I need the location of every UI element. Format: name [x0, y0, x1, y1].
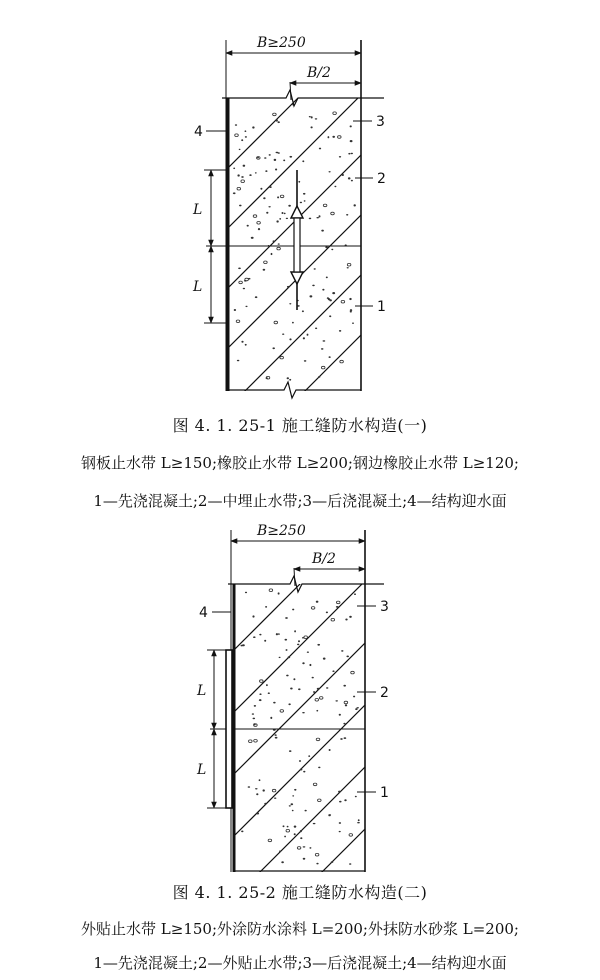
aggregate-dot — [339, 330, 341, 332]
aggregate-dot — [279, 218, 281, 220]
aggregate-dot — [329, 749, 331, 751]
aggregate-dot — [260, 188, 262, 190]
fig2-label-1: 1 — [380, 785, 389, 801]
aggregate-dot — [329, 315, 331, 317]
aggregate-dot — [257, 813, 260, 815]
aggregate-dot — [255, 788, 258, 789]
aggregate-dot — [323, 658, 326, 660]
aggregate-dot — [300, 837, 302, 839]
fig1-label-2: 2 — [377, 171, 386, 187]
aggregate-dot — [287, 377, 289, 379]
aggregate-dot — [339, 714, 341, 716]
aggregate-dot — [307, 652, 309, 653]
aggregate-dot — [241, 139, 243, 141]
aggregate-dot — [299, 760, 301, 762]
aggregate-dot — [276, 220, 278, 222]
aggregate-dot — [275, 737, 278, 739]
aggregate-dot — [328, 298, 330, 300]
aggregate-dot — [241, 341, 243, 343]
aggregate-dot — [259, 634, 261, 636]
aggregate-dot — [291, 803, 294, 805]
aggregate-dot — [302, 662, 304, 664]
aggregate-dot — [245, 130, 247, 132]
aggregate-dot — [343, 723, 345, 725]
aggregate-dot — [252, 713, 254, 714]
fig2-concrete-section — [210, 519, 384, 980]
fig2-caption: 图 4. 1. 25-2 施工缝防水构造(二) — [172, 883, 428, 902]
aggregate-dot — [290, 688, 293, 690]
aggregate-dot — [282, 212, 284, 214]
aggregate-dot — [266, 377, 268, 379]
aggregate-dot — [255, 296, 258, 298]
aggregate-dot — [241, 176, 244, 178]
aggregate-dot — [357, 822, 360, 823]
fig2-dim-L-upper-text: L — [197, 683, 207, 699]
aggregate-dot — [302, 712, 305, 713]
aggregate-dot — [281, 861, 284, 863]
aggregate-dot — [245, 306, 247, 307]
aggregate-dot — [249, 174, 251, 176]
fig2-label-4: 4 — [199, 605, 208, 621]
fig2-label-2: 2 — [380, 685, 389, 701]
aggregate-dot — [303, 858, 306, 860]
aggregate-dot — [263, 197, 265, 199]
aggregate-dot — [351, 153, 353, 154]
aggregate-dot — [279, 851, 281, 852]
aggregate-dot — [300, 202, 302, 203]
aggregate-dot — [258, 228, 260, 230]
fig1-dim-width-text: B≥250 — [257, 35, 306, 51]
aggregate-dot — [297, 644, 299, 646]
aggregate-dot — [321, 230, 324, 232]
aggregate-dot — [332, 136, 335, 138]
aggregate-dot — [347, 267, 349, 268]
fig2-label-3: 3 — [380, 599, 389, 615]
fig1-half-ext-line — [290, 82, 291, 100]
aggregate-dot — [264, 157, 266, 159]
aggregate-dot — [309, 847, 311, 849]
aggregate-dot — [309, 116, 311, 117]
aggregate-dot — [354, 593, 356, 595]
aggregate-dot — [292, 810, 294, 812]
aggregate-dot — [339, 822, 341, 824]
aggregate-dot — [304, 200, 306, 201]
aggregate-dot — [247, 225, 249, 227]
aggregate-dot — [341, 650, 343, 652]
aggregate-dot — [336, 606, 339, 608]
aggregate-dot — [251, 237, 254, 239]
aggregate-dot — [272, 347, 275, 349]
aggregate-dot — [266, 684, 268, 686]
aggregate-dot — [278, 243, 280, 244]
aggregate-dot — [350, 125, 352, 127]
aggregate-dot — [238, 268, 241, 270]
aggregate-dot — [248, 278, 251, 280]
aggregate-dot — [265, 170, 267, 172]
aggregate-dot — [342, 174, 344, 176]
aggregate-dot — [309, 664, 311, 666]
aggregate-dot — [278, 152, 280, 154]
aggregate-dot — [275, 169, 277, 171]
aggregate-dot — [277, 196, 279, 198]
aggregate-dot — [311, 126, 313, 128]
aggregate-dot — [303, 193, 306, 195]
aggregate-dot — [350, 311, 352, 313]
aggregate-dot — [319, 215, 321, 217]
aggregate-dot — [282, 334, 284, 335]
aggregate-dot — [233, 168, 235, 170]
aggregate-dot — [314, 268, 316, 269]
aggregate-dot — [352, 323, 354, 324]
aggregate-dot — [289, 750, 292, 752]
aggregate-dot — [271, 253, 273, 255]
aggregate-dot — [273, 240, 275, 242]
aggregate-dot — [245, 592, 247, 593]
aggregate-dot — [312, 285, 315, 287]
aggregate-dot — [303, 846, 306, 847]
aggregate-dot — [349, 298, 351, 300]
aggregate-dot — [286, 649, 288, 651]
fig1-dim-half-text: B/2 — [307, 65, 331, 81]
aggregate-dot — [284, 213, 286, 215]
aggregate-dot — [273, 702, 276, 704]
aggregate-dot — [349, 616, 352, 618]
aggregate-dot — [237, 174, 239, 176]
aggregate-dot — [298, 640, 300, 642]
aggregate-dot — [269, 154, 271, 156]
fig1-label-1: 1 — [377, 299, 386, 315]
aggregate-dot — [279, 657, 281, 658]
aggregate-dot — [332, 292, 335, 294]
aggregate-dot — [350, 140, 353, 142]
aggregate-dot — [283, 825, 285, 827]
aggregate-dot — [288, 656, 291, 658]
aggregate-dot — [270, 717, 272, 719]
aggregate-dot — [294, 826, 297, 828]
aggregate-dot — [302, 310, 304, 312]
aggregate-dot — [234, 309, 236, 311]
aggregate-dot — [309, 218, 312, 220]
aggregate-dot — [252, 126, 254, 128]
aggregate-dot — [292, 322, 294, 324]
aggregate-dot — [268, 206, 270, 207]
fig2-external-waterstop — [226, 650, 232, 808]
aggregate-dot — [326, 612, 328, 614]
aggregate-dot — [340, 738, 343, 740]
aggregate-dot — [353, 696, 355, 698]
aggregate-dot — [355, 708, 357, 710]
aggregate-dot — [310, 295, 313, 297]
aggregate-dot — [317, 688, 320, 690]
aggregate-dot — [335, 700, 338, 701]
aggregate-dot — [287, 286, 290, 288]
aggregate-dot — [319, 148, 321, 150]
aggregate-dot — [289, 303, 291, 304]
aggregate-dot — [351, 180, 353, 182]
aggregate-dot — [328, 814, 331, 816]
aggregate-dot — [329, 356, 331, 358]
aggregate-dot — [307, 334, 309, 336]
aggregate-dot — [256, 793, 258, 795]
aggregate-dot — [266, 212, 268, 214]
aggregate-dot — [348, 177, 351, 179]
aggregate-dot — [316, 710, 318, 712]
aggregate-dot — [346, 214, 348, 216]
aggregate-dot — [300, 769, 303, 771]
aggregate-dot — [278, 592, 280, 594]
aggregate-dot — [274, 798, 276, 799]
aggregate-dot — [308, 755, 310, 757]
aggregate-dot — [275, 734, 277, 736]
aggregate-dot — [263, 269, 266, 271]
aggregate-dot — [259, 779, 261, 781]
aggregate-dot — [316, 601, 319, 603]
aggregate-dot — [255, 172, 257, 173]
aggregate-dot — [326, 277, 328, 279]
aggregate-dot — [274, 159, 277, 161]
aggregate-dot — [318, 767, 320, 769]
aggregate-dot — [276, 633, 278, 635]
aggregate-dot — [322, 289, 324, 291]
aggregate-dot — [339, 156, 341, 158]
aggregate-dot — [241, 831, 243, 833]
aggregate-dot — [253, 636, 256, 638]
aggregate-dot — [278, 121, 280, 123]
aggregate-dot — [264, 803, 266, 805]
fig2-half-ext-line — [294, 568, 295, 586]
aggregate-dot — [343, 685, 346, 687]
aggregate-dot — [311, 116, 313, 118]
aggregate-dot — [303, 771, 305, 773]
aggregate-dot — [233, 192, 236, 194]
aggregate-dot — [276, 119, 278, 121]
aggregate-dot — [316, 863, 318, 865]
aggregate-dot — [346, 656, 349, 658]
aggregate-dot — [289, 805, 291, 806]
aggregate-dot — [338, 791, 340, 793]
aggregate-dot — [294, 630, 296, 632]
aggregate-dot — [285, 617, 288, 619]
fig2-note-line1: 外贴止水带 L≥150;外涂防水涂料 L=200;外抹防水砂浆 L=200; — [81, 920, 519, 938]
aggregate-dot — [328, 136, 330, 138]
aggregate-dot — [252, 615, 254, 617]
aggregate-dot — [243, 165, 246, 167]
aggregate-dot — [344, 737, 347, 739]
fig2-dim-half-text: B/2 — [312, 551, 336, 567]
fig1-note-line2: 1—先浇混凝土;2—中埋止水带;3—后浇混凝土;4—结构迎水面 — [93, 492, 507, 510]
aggregate-dot — [300, 830, 302, 832]
aggregate-dot — [348, 153, 350, 155]
aggregate-dot — [313, 691, 315, 693]
aggregate-dot — [242, 644, 245, 646]
aggregate-dot — [244, 280, 247, 282]
aggregate-dot — [312, 677, 314, 679]
aggregate-dot — [329, 171, 331, 172]
fig1-caption: 图 4. 1. 25-1 施工缝防水构造(一) — [172, 416, 428, 435]
aggregate-dot — [243, 288, 245, 290]
aggregate-dot — [298, 181, 300, 183]
aggregate-dot — [332, 670, 334, 672]
aggregate-dot — [248, 786, 251, 788]
aggregate-dot — [350, 309, 352, 311]
aggregate-dot — [355, 796, 357, 798]
aggregate-dot — [331, 861, 334, 863]
aggregate-dot — [315, 118, 318, 119]
aggregate-dot — [254, 705, 256, 707]
aggregate-dot — [264, 640, 266, 642]
aggregate-dot — [345, 619, 347, 621]
aggregate-dot — [289, 379, 291, 381]
aggregate-dot — [284, 836, 286, 838]
aggregate-dot — [268, 692, 270, 694]
aggregate-dot — [292, 795, 294, 796]
aggregate-dot — [283, 160, 285, 162]
fig1-label-3: 3 — [376, 114, 385, 130]
aggregate-dot — [265, 606, 267, 608]
aggregate-dot — [263, 789, 265, 791]
aggregate-dot — [318, 376, 320, 378]
fig2-dim-width-text: B≥250 — [257, 523, 306, 539]
fig2-note-line2: 1—先浇混凝土;2—外贴止水带;3—后浇混凝土;4—结构迎水面 — [93, 954, 507, 972]
aggregate-dot — [339, 831, 341, 832]
aggregate-dot — [259, 693, 261, 695]
aggregate-dot — [315, 328, 317, 330]
fig1-dim-L-upper-text: L — [193, 202, 203, 218]
aggregate-dot — [316, 217, 319, 218]
fig2-dim-L-lower-text: L — [197, 762, 207, 778]
aggregate-dot — [292, 609, 294, 611]
aggregate-dot — [305, 810, 307, 812]
aggregate-dot — [302, 637, 304, 639]
fig1-note-line1: 钢板止水带 L≥150;橡胶止水带 L≥200;钢边橡胶止水带 L≥120; — [81, 454, 519, 472]
aggregate-dot — [304, 360, 307, 362]
aggregate-dot — [345, 704, 347, 706]
aggregate-dot — [289, 338, 291, 340]
aggregate-dot — [286, 675, 289, 677]
aggregate-dot — [278, 633, 280, 634]
aggregate-dot — [245, 136, 247, 138]
aggregate-dot — [245, 344, 247, 346]
aggregate-dot — [288, 703, 290, 705]
aggregate-dot — [269, 186, 272, 188]
aggregate-dot — [293, 678, 295, 680]
aggregate-dot — [302, 160, 304, 162]
figure2-diagram — [196, 519, 389, 980]
aggregate-dot — [349, 863, 351, 865]
aggregate-dot — [331, 249, 333, 250]
aggregate-dot — [321, 348, 324, 350]
aggregate-dot — [303, 337, 305, 339]
aggregate-dot — [298, 688, 301, 690]
aggregate-dot — [313, 823, 316, 824]
aggregate-dot — [326, 687, 328, 688]
aggregate-dot — [259, 699, 262, 701]
aggregate-dot — [294, 833, 296, 835]
fig1-label-4: 4 — [194, 124, 203, 140]
aggregate-dot — [334, 186, 336, 187]
aggregate-dot — [235, 124, 237, 126]
aggregate-dot — [239, 149, 241, 150]
aggregate-dot — [253, 718, 256, 720]
aggregate-dot — [253, 723, 255, 725]
aggregate-dot — [286, 218, 288, 219]
aggregate-dot — [294, 789, 296, 791]
aggregate-dot — [289, 156, 292, 158]
aggregate-dot — [323, 340, 326, 341]
aggregate-dot — [339, 801, 342, 803]
aggregate-dot — [344, 799, 346, 801]
aggregate-dot — [288, 205, 291, 207]
fig1-dim-L-lower-text: L — [193, 279, 203, 295]
aggregate-dot — [237, 360, 240, 362]
aggregate-dot — [358, 819, 360, 821]
aggregate-dot — [239, 205, 242, 207]
aggregate-dot — [354, 204, 356, 206]
aggregate-dot — [285, 639, 288, 641]
aggregate-dot — [317, 644, 320, 646]
aggregate-dot — [287, 826, 289, 828]
